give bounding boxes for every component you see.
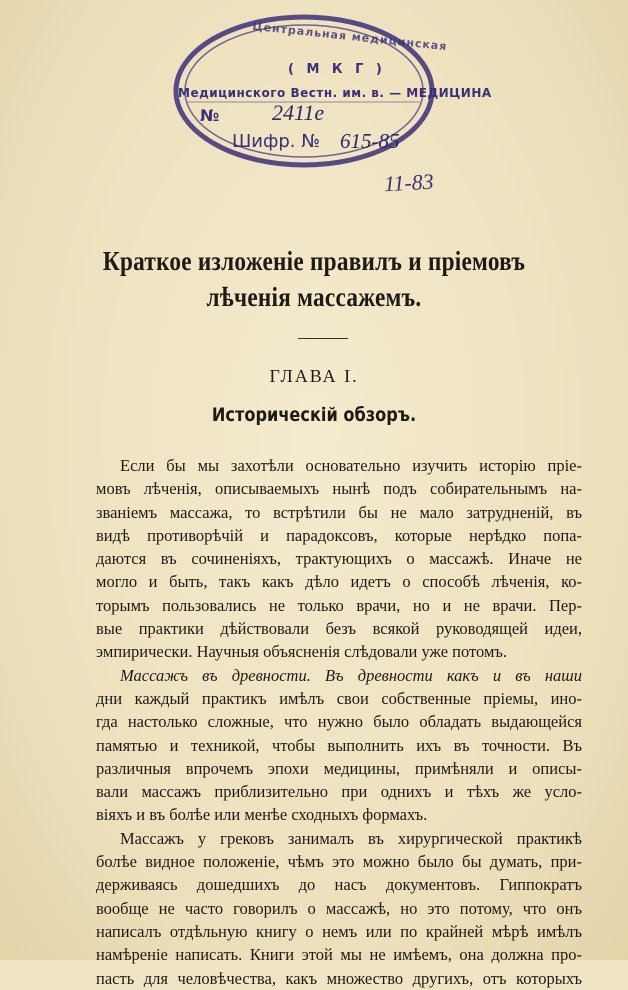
text-line: віяхъ и въ болѣе или менѣе сходныхъ формахъ. xyxy=(96,805,428,825)
text-line: памятью и техникой, чтобы выполнить ихъ въ точности. Въ xyxy=(96,735,582,755)
title-line-2: лѣченія массажемъ. xyxy=(206,282,422,312)
text-line: вали массажъ приблизительно при одниxъ и тѣхъ же усло- xyxy=(96,782,582,802)
stamp-org: ( М К Г ) xyxy=(288,62,386,77)
stamp-institute: Медицинского Вестн. им. в. — МЕДИЦИНА xyxy=(178,86,492,100)
section-heading: Историческій обзоръ. xyxy=(211,404,417,426)
text-line: Массажъ у грековъ занималъ въ хирургической практикѣ xyxy=(120,828,582,848)
text-line: мовъ лѣченія, описываемыхъ нынѣ подъ собирательнымъ на- xyxy=(96,479,582,499)
italic-lead: Массажъ xyxy=(120,665,188,685)
text-line: званіемъ массажа, то встрѣтили бы не мало затрудненій, въ xyxy=(96,502,582,522)
text-line: гда настолько сложные, что нужно было обладать выдающейся xyxy=(96,712,582,732)
chapter-heading: ГЛАВА I. xyxy=(269,366,359,386)
stamp-number-label: № xyxy=(200,106,220,125)
text-line: вообще не часто говорилъ о массажѣ, но это потому, что онъ xyxy=(96,898,582,918)
title-divider xyxy=(298,338,348,339)
text-line: дни каждый практикъ имѣлъ свои собственные пріемы, ино- xyxy=(96,688,582,708)
text-line: различныя впрочемъ эпохи медицины, примѣняли и описы- xyxy=(96,758,582,778)
text-line: даются въ сочиненіяхъ, трактующихъ о массажѣ. Иначе не xyxy=(96,549,582,569)
text-line xyxy=(96,664,582,687)
text-line: написалъ отдѣльную книгу о немъ или по крайней мѣрѣ имѣлъ xyxy=(96,921,582,941)
stamp-top-text: Центральная медицинская xyxy=(251,19,448,54)
catalog-note: 11-83 xyxy=(383,168,435,197)
text-line: видѣ противорѣчій и парадоксовъ, которые нерѣдко попа- xyxy=(96,525,582,545)
title-line-1: Краткое изложеніе правилъ и пріемовъ xyxy=(102,246,526,276)
text-line: Если бы мы захотѣли основательно изучить исторію пріе- xyxy=(120,456,582,475)
library-stamp xyxy=(170,10,492,172)
text-line: пасть для человѣчества, какъ множество другихъ, отъ которыхъ xyxy=(96,968,582,988)
body-text xyxy=(96,454,582,990)
text-fragment: въ древности. Въ древности какъ и въ наши xyxy=(202,665,582,685)
text-line: торымъ пользовались не только врачи, но и не врачи. Пер- xyxy=(96,595,582,615)
text-line: болѣе видное положеніе, чѣмъ это можно было бы думать, при- xyxy=(96,852,582,872)
text-line: могло и быть, такъ какъ дѣло идетъ о способѣ лѣченія, ко- xyxy=(96,572,582,592)
stamp-shifr-label: Шифр. № xyxy=(232,131,320,152)
text-line: намѣреніе написать. Книги этой мы не имѣемъ, она должна про- xyxy=(96,945,582,965)
stamp-number-value: 2411е xyxy=(272,100,325,125)
text-line: вые практики дѣйствовали безъ всякой руководящей идеи, xyxy=(96,619,582,639)
text-line: эмпирически. Научныя объясненія слѣдовали уже потомъ. xyxy=(96,642,508,662)
stamp-shifr-value: 615-85 xyxy=(340,129,400,153)
text-line: держиваясь дошедшихъ до насъ документовъ. Гиппократъ xyxy=(96,875,582,895)
